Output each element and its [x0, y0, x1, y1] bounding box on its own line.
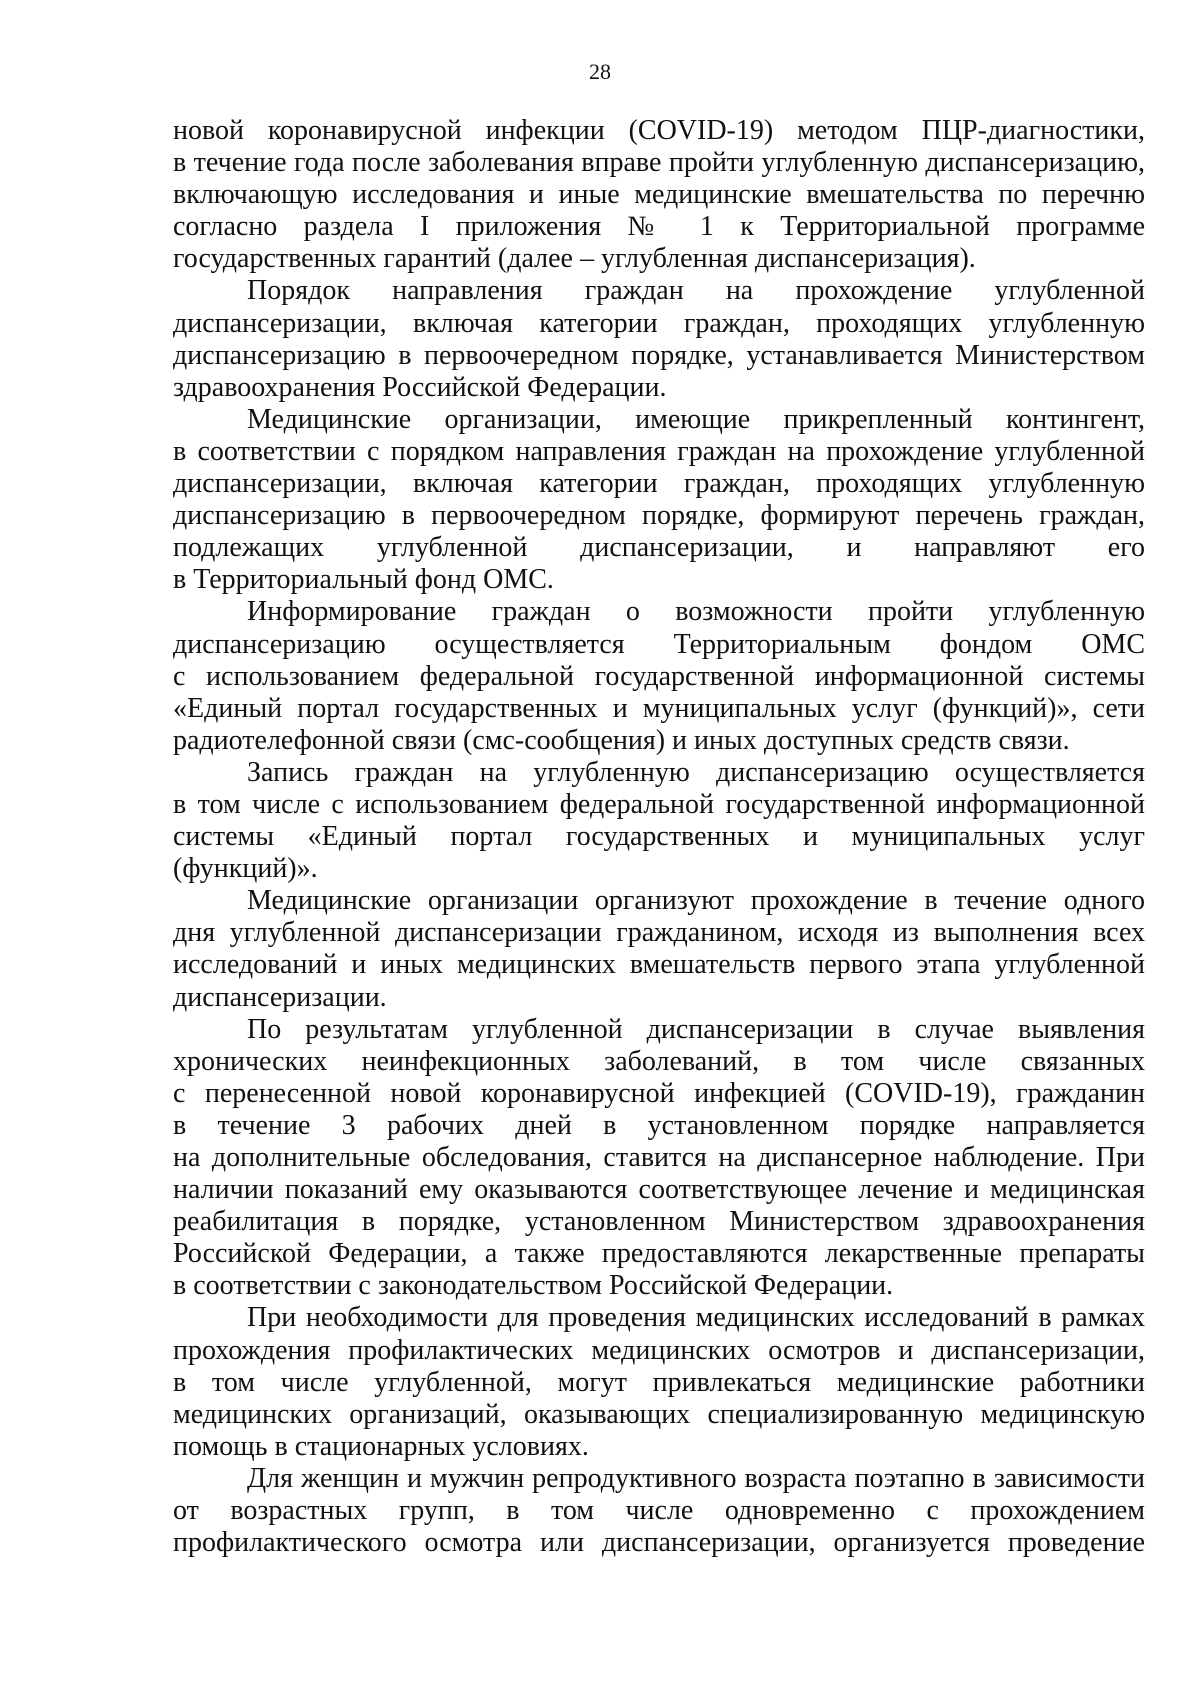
text-line: (функций)».	[173, 853, 318, 885]
text-line: хронических неинфекционных заболеваний, в том числе связанных	[173, 1045, 1145, 1077]
text-line: в Территориальный фонд ОМС.	[173, 564, 554, 596]
text-line: помощь в стационарных условиях.	[173, 1430, 589, 1462]
text-line: в соответствии с законодательством Российской Федерации.	[173, 1270, 894, 1302]
text-line: подлежащих углубленной диспансеризации, и направляют его	[173, 532, 1145, 564]
text-line: профилактического осмотра или диспансеризации, организуется проведение	[173, 1527, 1145, 1559]
text-line: Информирование граждан о возможности пройти углубленную	[247, 596, 1145, 628]
text-line: в том числе с использованием федеральной государственной информационной	[173, 788, 1145, 820]
text-line: в течение 3 рабочих дней в установленном порядке направляется	[173, 1109, 1145, 1141]
text-line: в том числе углубленной, могут привлекаться медицинские работники	[173, 1366, 1145, 1398]
text-line: Для женщин и мужчин репродуктивного возраста поэтапно в зависимости	[247, 1462, 1145, 1494]
text-line: на дополнительные обследования, ставится на диспансерное наблюдение. При	[173, 1142, 1145, 1173]
text-line: диспансеризацию в первоочередном порядке, устанавливается Министерством	[173, 339, 1145, 371]
text-line: Медицинские организации, имеющие прикрепленный контингент,	[247, 403, 1145, 435]
paragraph	[173, 1014, 1145, 1303]
paragraph	[173, 404, 1145, 597]
text-line: диспансеризации, включая категории граждан, проходящих углубленную	[173, 468, 1145, 500]
text-line: «Единый портал государственных и муниципальных услуг (функций)», сети	[173, 692, 1145, 724]
text-line: медицинских организаций, оказывающих специализированную медицинскую	[173, 1398, 1145, 1430]
paragraph	[173, 596, 1145, 756]
text-line: Российской Федерации, а также предоставляются лекарственные препараты	[173, 1238, 1145, 1270]
text-line: здравоохранения Российской Федерации.	[173, 371, 667, 403]
text-line: диспансеризации, включая категории граждан, проходящих углубленную	[173, 307, 1145, 339]
text-line: исследований и иных медицинских вмешательств первого этапа углубленной	[173, 949, 1145, 981]
text-line: диспансеризацию в первоочередном порядке, формируют перечень граждан,	[173, 500, 1145, 532]
text-line: новой коронавирусной инфекции (COVID-19) методом ПЦР-диагностики,	[173, 115, 1145, 146]
text-line: Порядок направления граждан на прохождение углубленной	[247, 275, 1145, 307]
paragraph	[173, 1463, 1145, 1559]
paragraph	[173, 1302, 1145, 1462]
text-line: от возрастных групп, в том числе одновременно с прохождением	[173, 1495, 1145, 1527]
text-line: диспансеризацию осуществляется Территориальным фондом ОМС	[173, 628, 1145, 660]
text-line: диспансеризации.	[173, 981, 387, 1013]
paragraph	[173, 275, 1145, 403]
text-line: прохождения профилактических медицинских осмотров и диспансеризации,	[173, 1334, 1145, 1366]
text-line: Медицинские организации организуют прохождение в течение одного	[247, 885, 1145, 917]
text-line: включающую исследования и иные медицинские вмешательства по перечню	[173, 179, 1145, 211]
text-line: согласно раздела I приложения № 1 к Территориальной программе	[173, 211, 1145, 243]
text-line: с использованием федеральной государственной информационной системы	[173, 660, 1145, 692]
text-line: государственных гарантий (далее – углубленная диспансеризация).	[173, 243, 976, 275]
text-line: реабилитация в порядке, установленном Министерством здравоохранения	[173, 1206, 1145, 1238]
text-line: с перенесенной новой коронавирусной инфекцией (COVID-19), гражданин	[173, 1077, 1145, 1109]
text-line: дня углубленной диспансеризации гражданином, исходя из выполнения всех	[173, 917, 1145, 949]
text-line: в соответствии с порядком направления граждан на прохождение углубленной	[173, 435, 1145, 467]
document-body	[173, 115, 1145, 1559]
paragraph	[173, 885, 1145, 1013]
paragraph	[173, 115, 1145, 275]
text-line: системы «Единый портал государственных и муниципальных услуг	[173, 821, 1145, 853]
text-line: радиотелефонной связи (смс-сообщения) и иных доступных средств связи.	[173, 724, 1070, 756]
text-line: наличии показаний ему оказываются соответствующее лечение и медицинская	[173, 1174, 1145, 1206]
text-line: в течение года после заболевания вправе пройти углубленную диспансеризацию,	[173, 147, 1145, 179]
text-line: Запись граждан на углубленную диспансеризацию осуществляется	[247, 756, 1145, 788]
paragraph	[173, 757, 1145, 885]
text-line: По результатам углубленной диспансеризации в случае выявления	[247, 1013, 1145, 1045]
text-line: При необходимости для проведения медицинских исследований в рамках	[247, 1302, 1145, 1334]
page-number: 28	[589, 59, 611, 84]
